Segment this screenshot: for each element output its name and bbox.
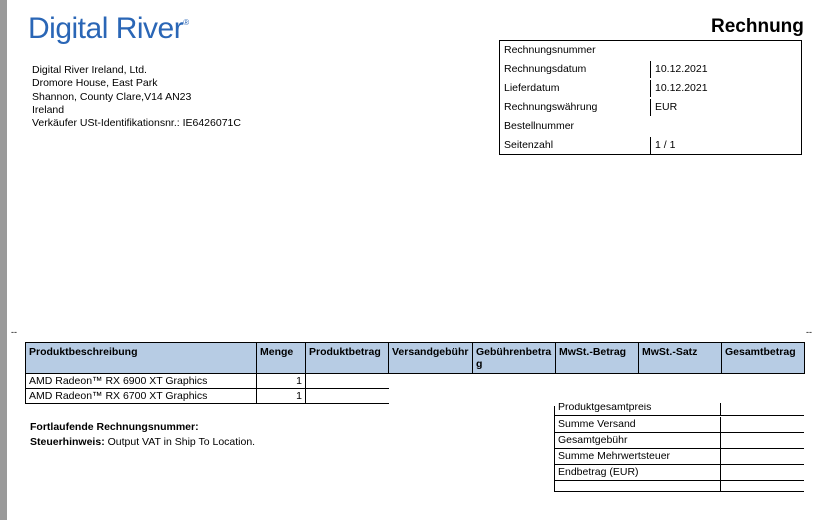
col-header: MwSt.-Betrag (556, 343, 639, 374)
table-row (26, 389, 805, 404)
address-line: Digital River Ireland, Ltd. (32, 64, 147, 76)
item-description: AMD Radeon™ RX 6700 XT Graphics (26, 389, 257, 404)
meta-label: Lieferdatum (504, 82, 560, 94)
totals-label: Gesamtgebühr (558, 434, 628, 446)
totals-row (554, 417, 804, 433)
col-header: Menge (257, 343, 306, 374)
meta-value: 10.12.2021 (655, 63, 708, 75)
vat-id-line: Verkäufer USt-Identifikationsnr.: IE6426071C (32, 117, 241, 130)
item-quantity: 1 (257, 374, 306, 389)
col-header: Gesamtbetrag (722, 343, 805, 374)
totals-box (554, 403, 804, 492)
invoice-meta-box (499, 40, 802, 155)
seller-address (32, 64, 241, 130)
item-amount (306, 374, 389, 389)
totals-label: Produktgesamtpreis (558, 403, 652, 413)
line-items-table (25, 342, 805, 404)
meta-label: Rechnungswährung (504, 101, 598, 113)
meta-row (500, 98, 803, 117)
item-quantity: 1 (257, 389, 306, 404)
totals-label: Summe Mehrwertsteuer (558, 450, 671, 462)
meta-row (500, 79, 803, 98)
logo-trademark: ® (183, 18, 189, 27)
meta-separator (650, 61, 651, 78)
meta-separator (650, 137, 651, 154)
totals-separator (720, 465, 721, 480)
invoice-title: Rechnung (711, 16, 804, 37)
fold-mark-right: -- (806, 327, 812, 337)
totals-row (554, 465, 804, 481)
col-header: Gebührenbetrag (473, 343, 556, 374)
table-header-row (26, 343, 805, 374)
item-amount (306, 389, 389, 404)
meta-row (500, 117, 803, 136)
totals-separator (720, 449, 721, 464)
address-line: Ireland (32, 103, 65, 116)
meta-separator (650, 80, 651, 97)
invoice-notes (30, 420, 255, 450)
tax-note-line (30, 435, 255, 450)
page-edge (0, 0, 7, 520)
meta-separator (650, 99, 651, 116)
address-line: Dromore House, East Park (32, 77, 158, 90)
meta-row (500, 60, 803, 79)
address-line: Shannon, County Clare,V14 AN23 (32, 90, 192, 103)
meta-label: Seitenzahl (504, 139, 554, 151)
totals-label: Summe Versand (558, 418, 636, 430)
tax-note-value: Output VAT in Ship To Location. (107, 436, 256, 448)
totals-separator (720, 417, 721, 432)
fold-mark-left: -- (11, 327, 17, 337)
meta-value: 1 / 1 (655, 139, 676, 151)
col-header: MwSt.-Satz (639, 343, 722, 374)
table-row (26, 374, 805, 389)
running-number-line (30, 420, 255, 435)
totals-row (554, 449, 804, 465)
meta-row (500, 136, 803, 155)
totals-separator (720, 403, 721, 416)
col-header: Produktbeschreibung (26, 343, 257, 374)
meta-label: Bestellnummer (504, 120, 575, 132)
meta-value: 10.12.2021 (655, 82, 708, 94)
logo-text: Digital River (28, 12, 184, 45)
col-header: Versandgebühr (389, 343, 473, 374)
totals-row-empty (554, 481, 804, 492)
meta-row (500, 41, 803, 60)
meta-value: EUR (655, 101, 678, 113)
totals-label: Endbetrag (EUR) (558, 466, 639, 478)
totals-separator (720, 433, 721, 448)
meta-label: Rechnungsdatum (504, 63, 587, 75)
totals-separator (720, 481, 721, 491)
totals-row (554, 433, 804, 449)
meta-label: Rechnungsnummer (504, 44, 596, 56)
running-number-label: Fortlaufende Rechnungsnummer: (30, 421, 199, 433)
col-header: Produktbetrag (306, 343, 389, 374)
tax-note-label: Steuerhinweis: (30, 436, 105, 448)
totals-row (554, 403, 804, 416)
item-description: AMD Radeon™ RX 6900 XT Graphics (26, 374, 257, 389)
company-logo (28, 12, 189, 46)
